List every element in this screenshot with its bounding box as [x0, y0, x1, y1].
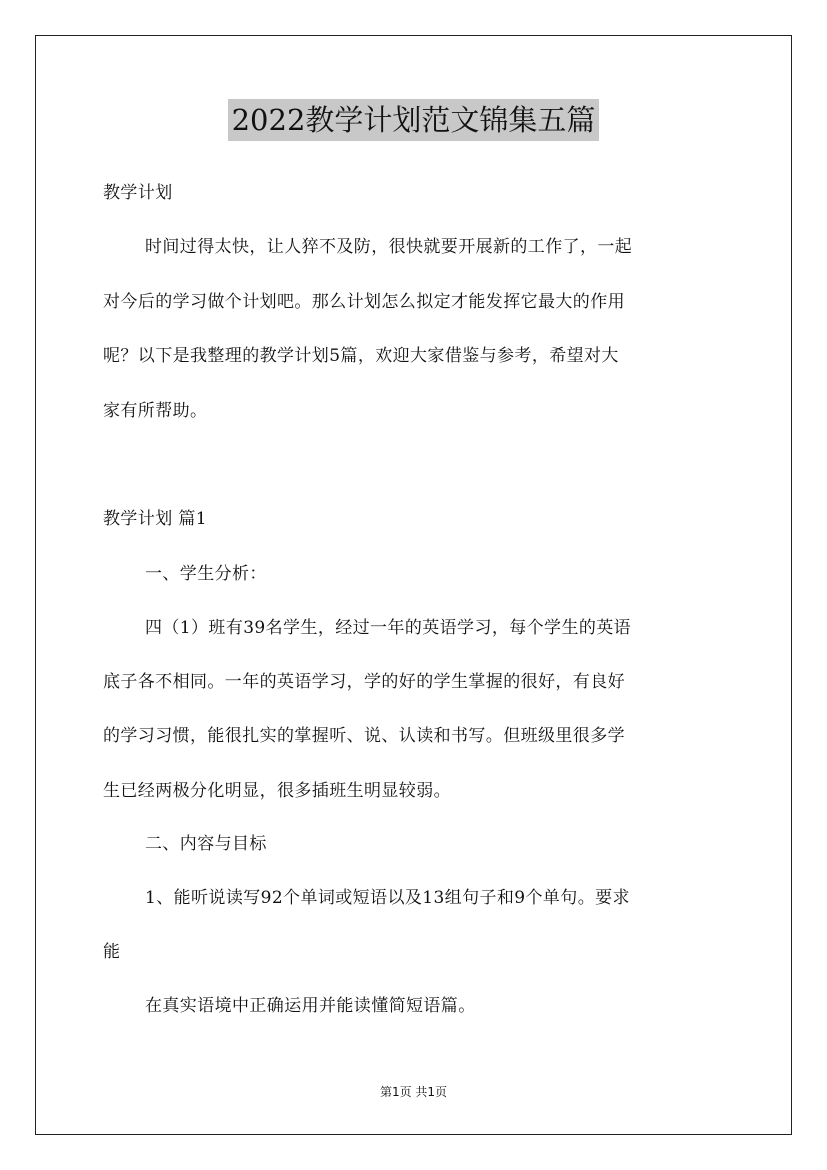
intro-line: 呢？以下是我整理的教学计划5篇，欢迎大家借鉴与参考，希望对大	[103, 346, 619, 366]
document-title: 2022教学计划范文锦集五篇	[0, 98, 827, 142]
intro-heading: 教学计划	[103, 183, 173, 203]
paragraph-line: 的学习习惯，能很扎实的掌握听、说、认读和书写。但班级里很多学	[103, 726, 625, 746]
section-heading: 教学计划 篇1	[103, 509, 208, 529]
paragraph-line: 底子各不相同。一年的英语学习，学的好的学生掌握的很好，有良好	[103, 672, 625, 692]
intro-line: 对今后的学习做个计划吧。那么计划怎么拟定才能发挥它最大的作用	[103, 292, 625, 312]
paragraph-line: 能	[103, 942, 121, 962]
intro-line: 时间过得太快，让人猝不及防，很快就要开展新的工作了，一起	[145, 237, 633, 257]
paragraph-line: 在真实语境中正确运用并能读懂简短语篇。	[145, 996, 476, 1016]
subheading-student-analysis: 一、学生分析：	[145, 564, 267, 584]
subheading-content-goals: 二、内容与目标	[145, 834, 267, 854]
paragraph-line: 1、能听说读写92个单词或短语以及13组句子和9个单句。要求	[145, 888, 630, 908]
paragraph-line: 生已经两极分化明显，很多插班生明显较弱。	[103, 781, 451, 801]
page-footer: 第1页 共1页	[379, 1085, 448, 1099]
intro-line: 家有所帮助。	[103, 401, 208, 421]
paragraph-line: 四（1）班有39名学生，经过一年的英语学习，每个学生的英语	[145, 618, 632, 638]
